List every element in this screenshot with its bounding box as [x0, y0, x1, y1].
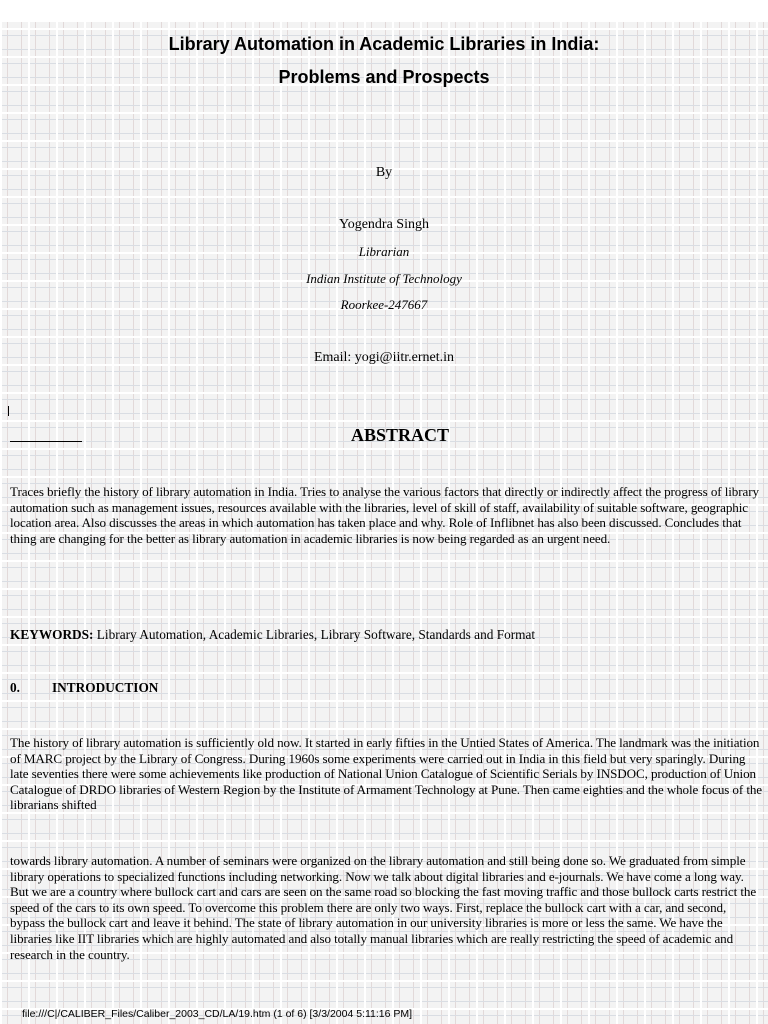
keywords-label: KEYWORDS: [10, 627, 94, 642]
author-position: Librarian [358, 244, 410, 259]
keywords-text: Library Automation, Academic Libraries, Library Software, Standards and Format [93, 627, 536, 642]
section-number: 0. [10, 680, 20, 695]
abstract-heading: ABSTRACT [350, 425, 450, 445]
keywords-line [10, 627, 535, 643]
author-name: Yogendra Singh [339, 217, 429, 232]
page-footer: file:///C|/CALIBER_Files/Caliber_2003_CD/LA/19.htm (1 of 6) [3/3/2004 5:11:16 PM] [22, 1008, 413, 1020]
text-cursor-mark [8, 406, 11, 416]
abstract-text: Traces briefly the history of library automation in India. Tries to analyse the various factors that directly or indirectly affect the progress of library automation such as management issues, resources available with the libraries, level of skill of staff, availability of suitable software, geographic location area. Also discusses the areas in which automation has taken place and why. Role of Inflibnet has also been discussed. Concludes that thing are changing for the better as library automation in academic libraries is now being regarded as an urgent need. [10, 484, 759, 546]
document-title-line-1: Library Automation in Academic Libraries in India: [168, 34, 600, 54]
author-institution: Indian Institute of Technology [306, 271, 462, 286]
author-location: Roorkee-247667 [340, 297, 428, 312]
byline-by: By [375, 165, 393, 180]
document-title-line-2: Problems and Prospects [278, 67, 490, 87]
intro-paragraph-2: towards library automation. A number of seminars were organized on the library automation and still being done so. We graduated from simple library operations to specialized functions including networking. Now we talk about digital libraries and e-journals. We have come a long way. But we are a country where bullock cart and cars are seen on the same road so blocking the fast moving traffic and those bullock carts restrict the speed of the cars to its own speed. To overcome this problem there are only two ways. First, replace the bullock cart with a car, and second, bypass the bullock cart and leave it behind. The state of library automation in our university libraries is more or less the same. We have the libraries like IIT libraries which are highly automated and also totally manual libraries which are really restricting the speed of academic and research in the country. [10, 853, 757, 962]
intro-paragraph-1: The history of library automation is sufficiently old now. It started in early fifties in the Untied States of America. The landmark was the initiation of MARC project by the Library of Congress. During 1960s some experiments were carried out in India in this field but very sparingly. During late seventies there were some achievements like production of National Union Catalogue of Scientific Serials by INSDOC, production of Union Catalogue of DRDO libraries of Western Region by the Institute of Armament Technology at Pune. Then came eighties and the whole focus of the librarians shifted [10, 735, 763, 813]
author-email: Email: yogi@iitr.ernet.in [313, 350, 455, 365]
section-heading: INTRODUCTION [52, 680, 159, 695]
top-strip [0, 0, 768, 22]
